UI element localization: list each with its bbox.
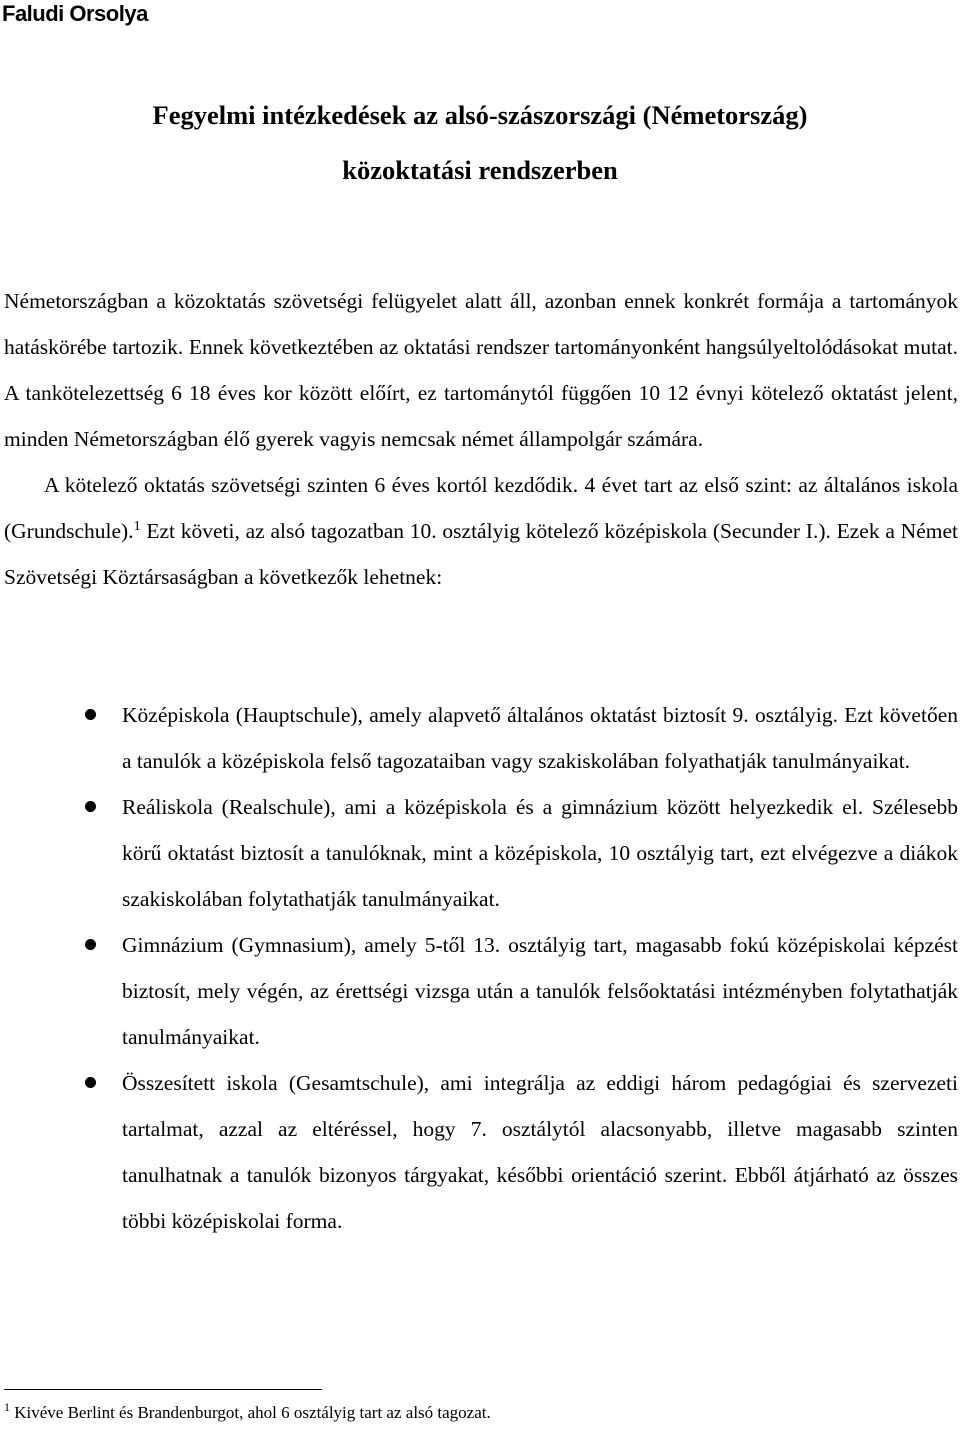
bullet-icon: [85, 939, 96, 950]
list-item: [0, 922, 958, 1060]
footnote-separator: [4, 1389, 322, 1390]
title-line-1: Fegyelmi intézkedések az alsó-szászországi (Németország): [152, 100, 808, 130]
title-line-2: közoktatási rendszerben: [342, 155, 618, 185]
footnote-marker: 1: [4, 1400, 10, 1414]
intro-paragraph-1: Németországban a közoktatás szövetségi felügyelet alatt áll, azonban ennek konkrét formája a tartományok hatáskörébe tartozik. Ennek következtében az oktatási rendszer tartományonként hangsúlyeltolódásokat mutat. A tankötelezettség 6 18 éves kor között előírt, ez tartománytól függően 10 12 évnyi kötelező oktatást jelent, minden Németországban élő gyerek vagyis nemcsak német állampolgár számára.: [4, 289, 958, 451]
bullet-icon: [85, 801, 96, 812]
list-item: [0, 692, 958, 784]
list-item-text: Középiskola (Hauptschule), amely alapvető általános oktatást biztosít 9. osztályig. Ezt követően a tanulók a középiskola felső tagozataiban vagy szakiskolában folyathatják tanulmányaikat.: [122, 703, 958, 773]
list-item-text: Összesített iskola (Gesamtschule), ami integrálja az eddigi három pedagógiai és szervezeti tartalmat, azzal az eltéréssel, hogy 7. osztálytól alacsonyabb, illetve magasabb szinten tanulhatnak a tanulók bizonyos tárgyakat, későbbi orientáció szerint. Ebből átjárható az összes többi középiskolai forma.: [122, 1071, 958, 1233]
footnote-text: Kivéve Berlint és Brandenburgot, ahol 6 osztályig tart az alsó tagozat.: [10, 1403, 491, 1422]
footnote: [4, 1402, 491, 1424]
intro-section: [4, 278, 958, 600]
intro-paragraph-2: [4, 462, 958, 600]
document-title: [0, 88, 960, 198]
bullet-icon: [85, 1077, 96, 1088]
list-item: [0, 784, 958, 922]
school-types-list: [0, 692, 958, 1244]
list-item-text: Reáliskola (Realschule), ami a középiskola és a gimnázium között helyezkedik el. Szélesebb körű oktatást biztosít a tanulóknak, mint a középiskola, 10 osztályig tart, ezt elvégezve a diákok szakiskolában folytathatják tanulmányaikat.: [122, 795, 958, 911]
footnote-reference[interactable]: 1: [133, 519, 141, 534]
paragraph-2-end: Ezt követi, az alsó tagozatban 10. osztályig kötelező középiskola (Secunder I.). Ezek a Német Szövetségi Köztársaságban a következők lehetnek:: [4, 519, 958, 589]
paragraph-2-start: A kötelező oktatás szövetségi szinten 6 éves kortól kezdődik. 4 évet tart az első szint: az általános iskola (Grundschule).: [4, 473, 958, 543]
bullet-icon: [85, 709, 96, 720]
author-name: Faludi Orsolya: [2, 1, 148, 26]
list-item-text: Gimnázium (Gymnasium), amely 5-től 13. osztályig tart, magasabb fokú középiskolai képzést biztosít, mely végén, az érettségi vizsga után a tanulók felsőoktatási intézményben folytathatják tanulmányaikat.: [122, 933, 958, 1049]
list-item: [0, 1060, 958, 1244]
